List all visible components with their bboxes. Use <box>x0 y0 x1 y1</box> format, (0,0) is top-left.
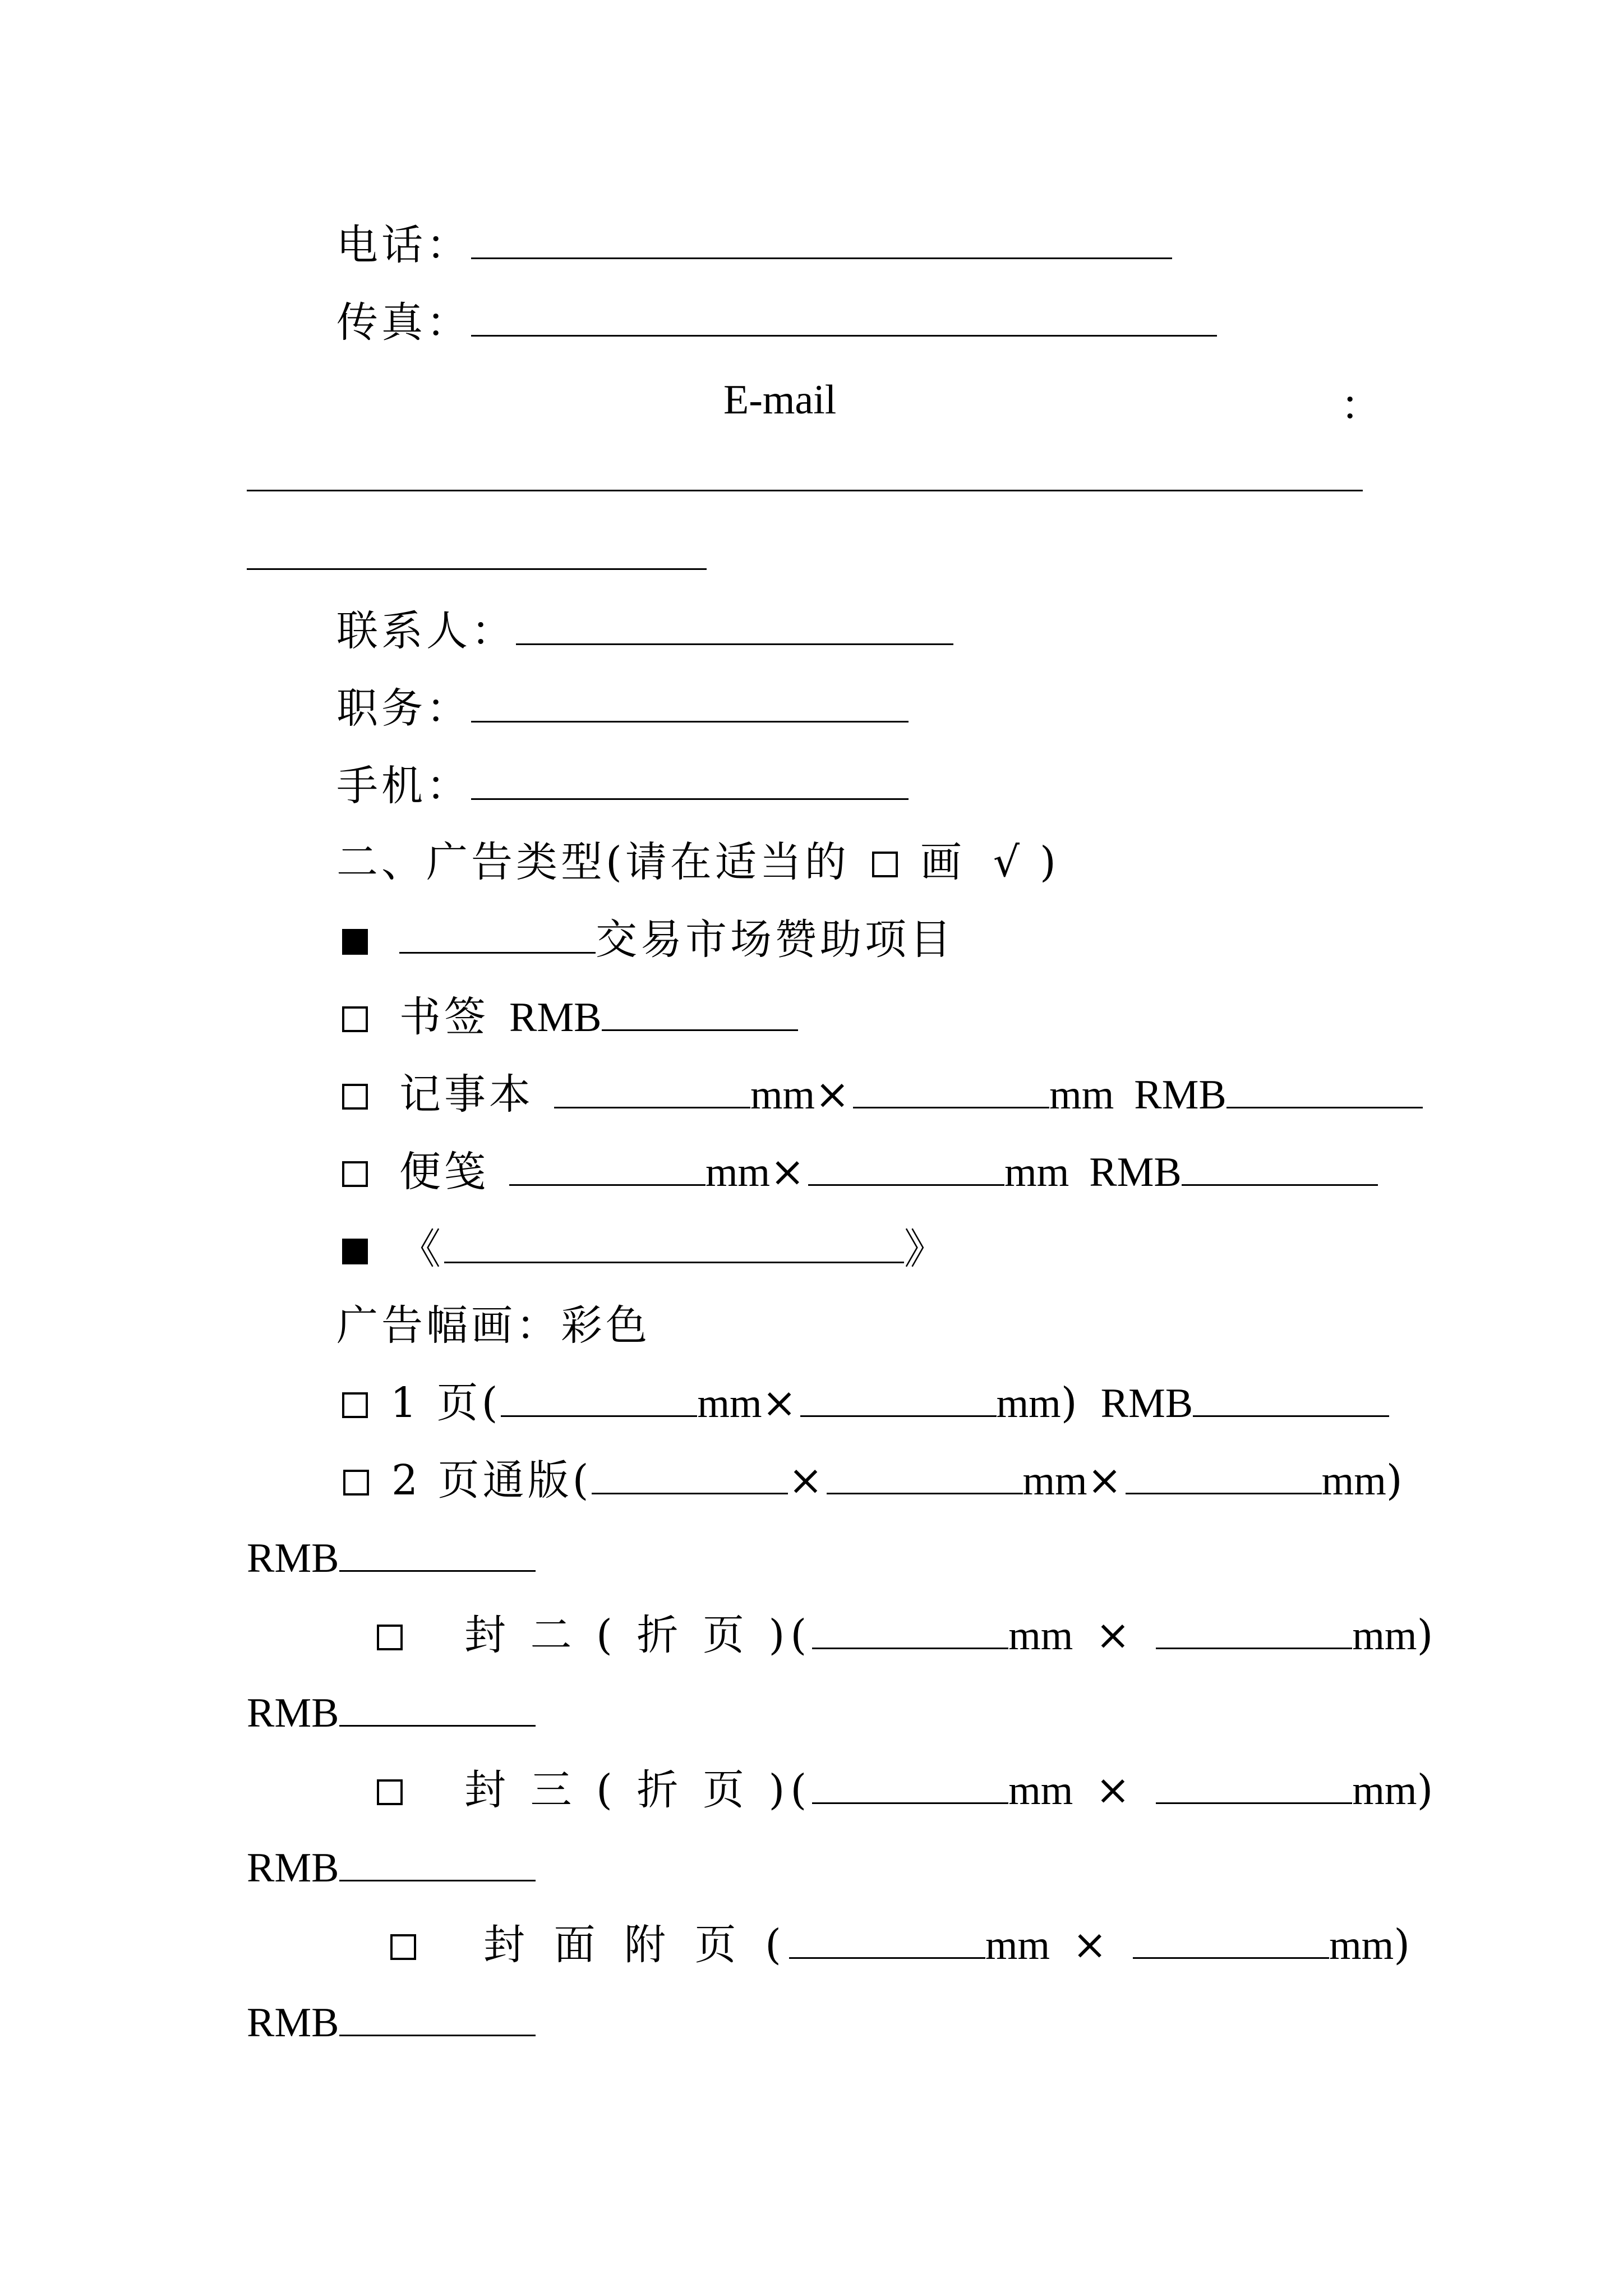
cover-insert-label: 封 面 附 页 ( <box>483 1921 789 1969</box>
notepad-row <box>342 1148 1378 1196</box>
spread-price-field[interactable] <box>339 1570 536 1572</box>
page1-close-paren: ) <box>1061 1379 1081 1427</box>
cover2-close-paren: ) <box>1417 1611 1437 1659</box>
cover2-row <box>377 1611 1437 1659</box>
cover3-mm-1: mm <box>1008 1768 1073 1814</box>
contact-person-label: 联系人： <box>336 607 516 655</box>
bookmark-checkbox[interactable] <box>342 1006 368 1032</box>
position-row <box>336 684 909 733</box>
cover3-rmb-row <box>247 1847 536 1889</box>
check-mark-icon: √ <box>993 838 1023 886</box>
bookmark-rmb: RMB <box>509 995 602 1041</box>
email-colon: ： <box>1340 381 1385 430</box>
spread-rmb: RMB <box>247 1535 339 1581</box>
notepad-checkbox[interactable] <box>342 1161 368 1187</box>
notebook-height-field[interactable] <box>853 1106 1049 1108</box>
sponsor-name-field[interactable] <box>399 951 596 954</box>
contact-person-row <box>336 607 953 655</box>
spread-times-2: × <box>1087 1456 1126 1504</box>
bookmark-price-field[interactable] <box>602 1029 798 1031</box>
publication-checkbox[interactable] <box>342 1239 368 1264</box>
cover-insert-close-paren: ) <box>1394 1921 1414 1969</box>
page1-label: 1 页( <box>390 1379 501 1427</box>
page1-row <box>342 1379 1389 1427</box>
phone-row <box>336 221 1172 269</box>
page1-mm-1: mm <box>697 1381 762 1427</box>
page1-times: × <box>762 1379 800 1427</box>
page1-checkbox[interactable] <box>342 1392 368 1418</box>
position-label: 职务： <box>336 684 471 733</box>
section2-heading-text: 二、广告类型(请在适当的 <box>336 838 850 886</box>
cover2-times: × <box>1095 1611 1134 1659</box>
spread-field-1[interactable] <box>592 1492 788 1494</box>
mobile-row <box>336 762 909 810</box>
notepad-height-field[interactable] <box>808 1184 1004 1186</box>
cover3-width-field[interactable] <box>812 1802 1008 1804</box>
cover3-row <box>377 1766 1437 1814</box>
notebook-label: 记事本 <box>399 1070 534 1119</box>
notepad-mm-1: mm <box>706 1149 771 1195</box>
page1-price-field[interactable] <box>1193 1415 1389 1417</box>
notebook-rmb: RMB <box>1134 1072 1227 1118</box>
cover-insert-times: × <box>1072 1921 1111 1969</box>
notebook-mm-1: mm <box>750 1072 815 1118</box>
contact-person-field[interactable] <box>516 643 953 645</box>
cover3-close-paren: ) <box>1417 1766 1437 1814</box>
fax-field[interactable] <box>471 334 1217 337</box>
notebook-price-field[interactable] <box>1227 1106 1423 1108</box>
page1-rmb: RMB <box>1100 1381 1193 1427</box>
cover-insert-price-field[interactable] <box>339 2034 536 2036</box>
ad-size-heading: 广告幅画：彩色 <box>336 1301 651 1350</box>
cover-insert-row <box>390 1921 1414 1969</box>
sponsor-suffix: 交易市场赞助项目 <box>596 915 955 964</box>
mobile-field[interactable] <box>471 798 909 800</box>
phone-field[interactable] <box>471 257 1172 259</box>
email-field-line-2[interactable] <box>247 568 707 570</box>
notebook-checkbox[interactable] <box>342 1084 368 1110</box>
fax-row <box>336 298 1217 347</box>
notebook-row <box>342 1070 1423 1119</box>
publication-close-quote: 》 <box>904 1225 949 1273</box>
notepad-times: × <box>770 1148 809 1196</box>
notepad-price-field[interactable] <box>1182 1184 1378 1186</box>
cover3-times: × <box>1095 1766 1134 1814</box>
email-field-line-1[interactable] <box>247 489 1363 491</box>
notebook-times: × <box>815 1070 854 1119</box>
spread-label: 2 页通版( <box>391 1456 592 1504</box>
spread-rmb-row <box>247 1537 536 1579</box>
cover2-mm-1: mm <box>1008 1613 1073 1659</box>
cover3-price-field[interactable] <box>339 1879 536 1881</box>
cover3-label: 封 三 ( 折 页 )( <box>464 1766 813 1814</box>
phone-label: 电话： <box>336 221 471 269</box>
publication-name-field[interactable] <box>444 1261 904 1263</box>
notepad-label: 便笺 <box>399 1148 489 1196</box>
spread-mm-2: mm <box>1321 1458 1386 1504</box>
cover-insert-width-field[interactable] <box>789 1957 985 1959</box>
mobile-label: 手机： <box>336 762 471 810</box>
cover3-checkbox[interactable] <box>377 1779 403 1805</box>
fax-label: 传真： <box>336 298 471 347</box>
spread-field-2[interactable] <box>827 1492 1023 1494</box>
spread-mm-1: mm <box>1022 1458 1087 1504</box>
cover2-width-field[interactable] <box>812 1647 1008 1649</box>
spread-close-paren: ) <box>1386 1456 1406 1504</box>
cover-insert-checkbox[interactable] <box>390 1934 416 1960</box>
cover2-price-field[interactable] <box>339 1724 536 1727</box>
cover-insert-height-field[interactable] <box>1133 1957 1329 1959</box>
cover2-label: 封 二 ( 折 页 )( <box>464 1611 813 1659</box>
bookmark-row <box>342 993 798 1041</box>
notebook-mm-2: mm <box>1049 1072 1114 1118</box>
cover-insert-rmb-row <box>247 2001 536 2044</box>
publication-open-quote: 《 <box>399 1225 444 1273</box>
section2-heading <box>336 838 1059 886</box>
position-field[interactable] <box>471 720 909 723</box>
cover3-rmb: RMB <box>247 1845 339 1891</box>
cover3-height-field[interactable] <box>1156 1802 1352 1804</box>
cover2-rmb-row <box>247 1692 536 1734</box>
page1-mm-2: mm <box>996 1381 1061 1427</box>
cover-insert-rmb: RMB <box>247 2000 339 2046</box>
spread-times-1: × <box>788 1456 827 1504</box>
cover2-checkbox[interactable] <box>377 1625 403 1650</box>
cover-insert-mm-2: mm <box>1329 1922 1394 1968</box>
publication-row <box>342 1225 949 1273</box>
sponsor-row <box>342 915 955 964</box>
notepad-mm-2: mm <box>1004 1149 1069 1195</box>
sponsor-checkbox[interactable] <box>342 929 368 955</box>
page1-height-field[interactable] <box>800 1415 997 1417</box>
notebook-width-field[interactable] <box>554 1106 750 1108</box>
email-label: E-mail <box>723 377 837 423</box>
section2-heading-mid: 画 <box>920 838 965 886</box>
notepad-width-field[interactable] <box>509 1184 706 1186</box>
cover2-height-field[interactable] <box>1156 1647 1352 1649</box>
section2-heading-end: ) <box>1040 838 1059 886</box>
spread-checkbox[interactable] <box>343 1470 369 1496</box>
spread-field-3[interactable] <box>1126 1492 1322 1494</box>
cover2-rmb: RMB <box>247 1690 339 1736</box>
empty-box-sample-icon <box>872 852 898 877</box>
spread-row <box>343 1456 1406 1504</box>
page1-width-field[interactable] <box>501 1415 697 1417</box>
bookmark-label: 书签 <box>399 993 489 1041</box>
cover3-mm-2: mm <box>1352 1768 1417 1814</box>
cover-insert-mm-1: mm <box>985 1922 1050 1968</box>
notepad-rmb: RMB <box>1089 1149 1182 1195</box>
cover2-mm-2: mm <box>1352 1613 1417 1659</box>
